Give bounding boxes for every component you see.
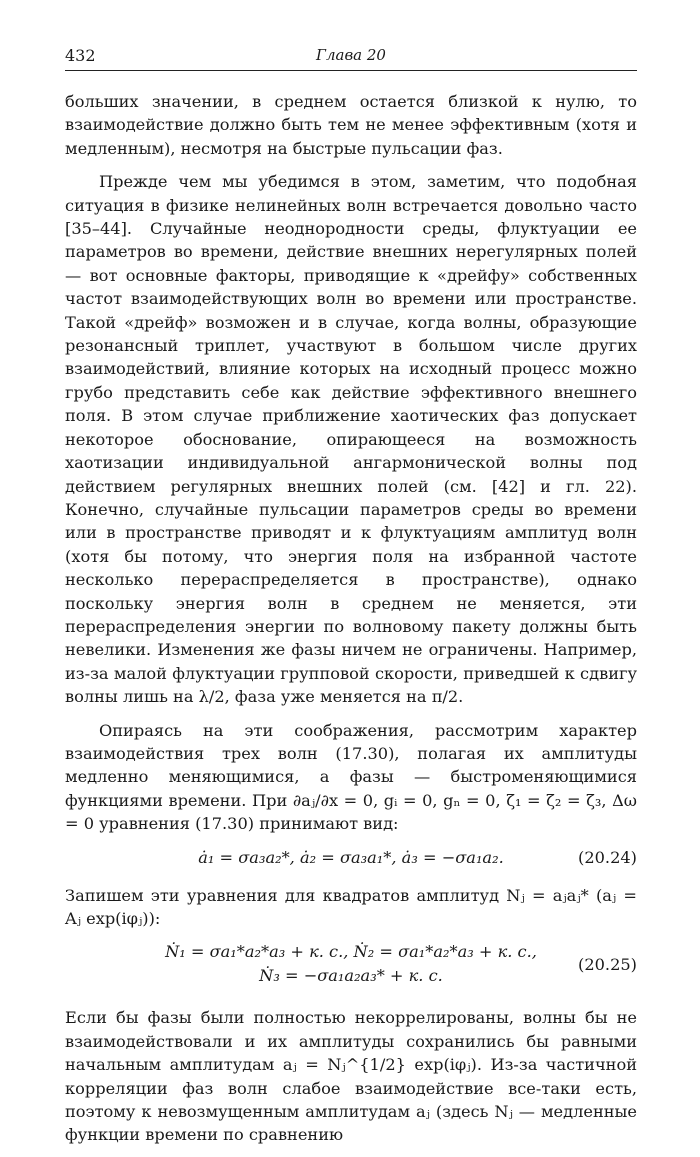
paragraph-2: Прежде чем мы убедимся в этом, заметим, что подобная ситуация в физике нелинейных волн встречается довольно часто [35–44]. Случайные неоднородности среды, флуктуации ее параметров во времени, действие внешних нерегулярных полей — вот основные факторы, приводящие к «дрейфу» собственных частот взаимодействующих волн во времени или пространстве. Такой «дрейф» возможен и в случае, когда волны, образующие резонансный триплет, участвуют в большом числе других взаимодействий, влияние которых на исходный процесс можно грубо представить себе как действие эффективного внешнего поля. В этом случае приближение хаотических фаз допускает некоторое обоснование, опирающееся на возможность хаотизации индивидуальной ангармонической волны под действием регулярных внешних полей (см. [42] и гл. 22). Конечно, случайные пульсации параметров среды во времени или в пространстве приводят и к флуктуациям амплитуд волн (хотя бы потому, что энергия поля на избранной частоте несколько перераспределяется в пространстве), однако поскольку энергия волн в среднем не меняется, эти перераспределения энергии по волновому пакету должны быть невелики. Изменения же фазы ничем не ограничены. Например, из-за малой флуктуации групповой скорости, приведшей к сдвигу волны лишь на λ/2, фаза уже меняется на π/2.	[65, 172, 637, 707]
equation-20-25-line-2: Ṅ₃ = −σa₁a₂a₃* + к. с.	[259, 965, 443, 985]
page-body	[65, 90, 637, 1157]
equation-20-25	[65, 940, 637, 992]
equation-20-24-text: ȧ₁ = σa₃a₂*, ȧ₂ = σa₃a₁*, ȧ₃ = −σa₁a₂.	[198, 847, 504, 867]
page-number: 432	[65, 46, 96, 65]
paragraph-5: Если бы фазы были полностью некоррелированы, волны бы не взаимодействовали и их амплитуды сохранились бы равными начальным амплитудам aⱼ = Nⱼ^{1/2} exp(iφⱼ). Из-за частичной корреляции фаз волн слабое взаимодействие все-таки есть, поэтому к невозмущенным амплитудам aⱼ (здесь Nⱼ — медленные функции времени по сравнению	[65, 1008, 637, 1145]
equation-20-24-number: (20.24)	[578, 847, 637, 867]
paragraph-3: Опираясь на эти соображения, рассмотрим характер взаимодействия трех волн (17.30), полагая их амплитуды медленно меняющимися, а фазы — быстроменяющимися функциями времени. При ∂aⱼ/∂x = 0, gᵢ = 0, gₙ = 0, ζ₁ = ζ₂ = ζ₃, Δω = 0 уравнения (17.30) принимают вид:	[65, 720, 637, 834]
equation-20-25-line-1: Ṅ₁ = σa₁*a₂*a₃ + к. с., Ṅ₂ = σa₁*a₂*a₃ + к. с.,	[165, 942, 537, 962]
equation-20-25-number: (20.25)	[578, 955, 637, 975]
paragraph-4: Запишем эти уравнения для квадратов амплитуд Nⱼ = aⱼaⱼ* (aⱼ = Aⱼ exp(iφⱼ)):	[65, 885, 637, 928]
equation-20-24	[65, 846, 637, 870]
page-header	[65, 46, 637, 71]
paragraph-1: больших значении, в среднем остается близкой к нулю, то взаимодействие должно быть тем не менее эффективным (хотя и медленным), несмотря на быстрые пульсации фаз.	[65, 92, 637, 158]
chapter-title: Глава 20	[316, 46, 386, 64]
